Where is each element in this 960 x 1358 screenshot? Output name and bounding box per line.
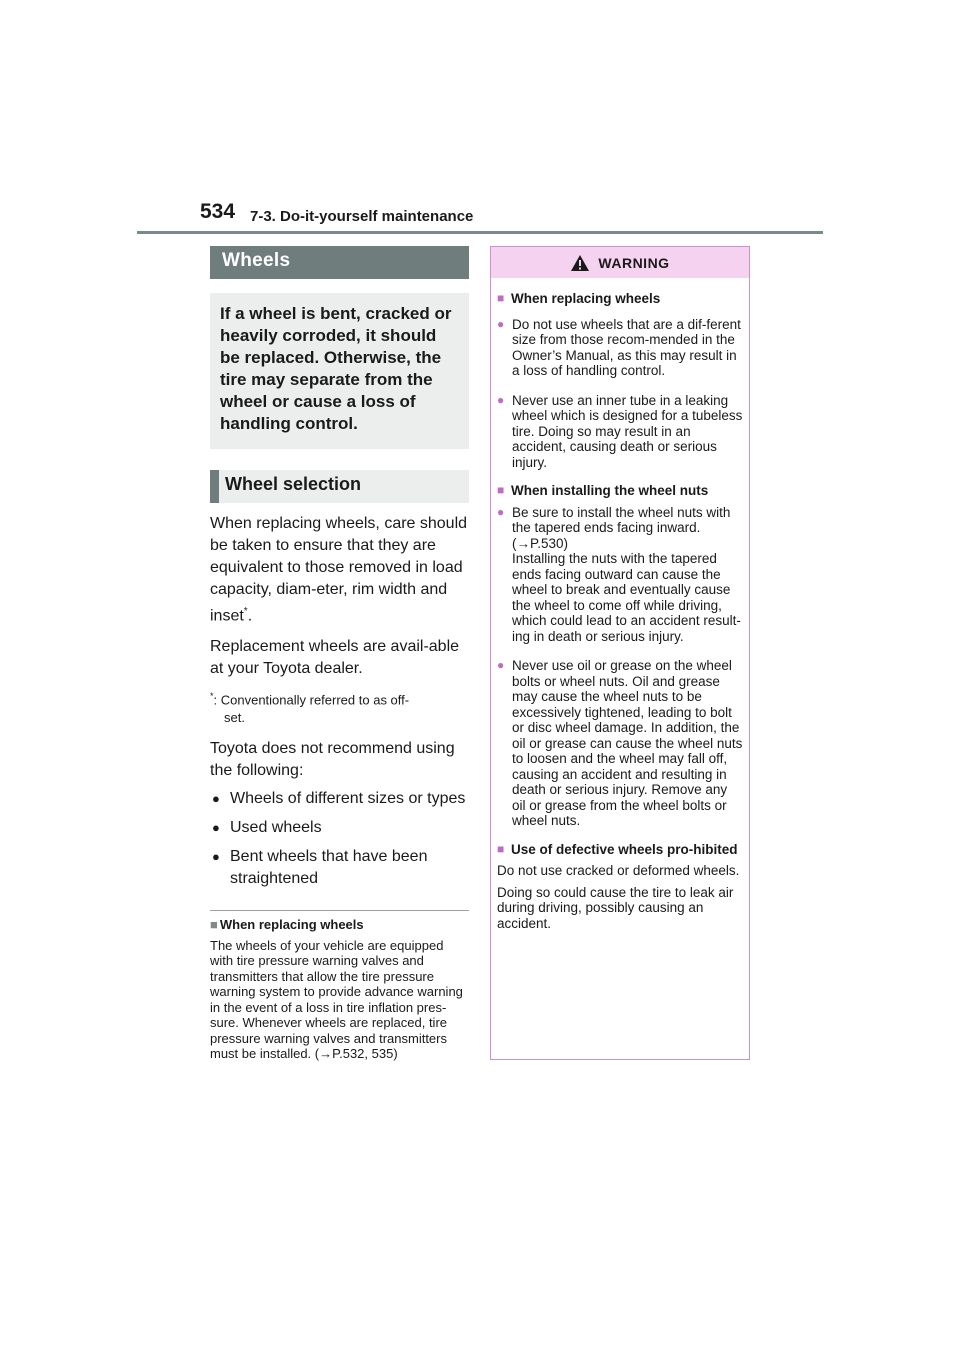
recommend-paragraph: Toyota does not recommend using the following: [210, 739, 455, 779]
warning-item [497, 393, 743, 471]
footnote [210, 688, 469, 725]
selection-paragraph-end: . [247, 607, 253, 625]
bullet-icon: ● [212, 848, 220, 864]
warning-header [491, 247, 749, 278]
footnote-mark: * [210, 691, 214, 702]
warning-item-content [512, 505, 743, 645]
dealer-paragraph: Replacement wheels are avail-able at your Toyota dealer. [210, 638, 460, 678]
list-item-text: Used wheels [230, 818, 322, 836]
warning-heading-text: When installing the wheel nuts [511, 483, 709, 498]
warning-heading [497, 483, 743, 499]
bullet-icon: ● [497, 316, 505, 331]
intro-box: If a wheel is bent, cracked or heavily corroded, it should be replaced. Otherwise, the tire may separate from the wheel or cause a loss of handling control. [210, 293, 469, 449]
warning-heading [497, 842, 743, 858]
bullet-icon: ● [497, 392, 505, 407]
warning-item-text: Never use an inner tube in a leaking wheel which is designed for a tubeless tire. Doing so may result in an accident, causing death or serious injury. [512, 392, 743, 470]
selection-paragraph [210, 513, 469, 627]
warning-paragraph: Doing so could cause the tire to leak air during driving, possibly causing an accident. [497, 884, 734, 931]
not-recommended-list [210, 788, 469, 890]
warning-box [490, 246, 750, 1060]
square-icon: ■ [497, 841, 505, 856]
warning-item-text: Do not use wheels that are a dif-ferent size from those recom-mended in the Owner’s Manual, as this may result in a loss of handling control. [512, 316, 741, 378]
warning-triangle-icon [570, 254, 590, 272]
selection-paragraph-text: When replacing wheels, care should be taken to ensure that they are equivalent to those removed in load capacity, diam-eter, rim width and inset [210, 515, 468, 625]
warning-paragraph: Do not use cracked or deformed wheels. [497, 863, 740, 878]
wheels-title: Wheels [210, 246, 469, 279]
list-item-text: Bent wheels that have been straightened [230, 847, 428, 887]
bullet-icon: ● [497, 658, 505, 672]
warning-item [497, 317, 743, 379]
bullet-icon: ● [212, 790, 220, 806]
list-item-text: Wheels of different sizes or types [230, 789, 466, 807]
section-title: 7-3. Do-it-yourself maintenance [250, 208, 474, 225]
bullet-icon: ● [212, 819, 220, 835]
footnote-line-2: set. [224, 709, 245, 725]
list-item [210, 846, 469, 890]
note-text: The wheels of your vehicle are equipped with tire pressure warning valves and transmitters that allow the tire pressure warning system to provide advance warning in the event of a loss in tire inflation pres-sure. Whenever wheels are replaced, tire pressure warning valves and transmitters must be installed. (→P.532, 535) [210, 937, 463, 1062]
footnote-ref: * [243, 606, 248, 617]
warning-item-text: Installing the nuts with the tapered ends facing outward can cause the wheel to break and eventually cause the wheel to come off while driving, which could lead to an accident result-ing in death or serious injury. [512, 551, 741, 644]
warning-item [497, 658, 743, 829]
wheel-selection-title: Wheel selection [210, 470, 469, 503]
header-rule [137, 231, 823, 234]
square-icon: ■ [210, 916, 218, 932]
warning-heading-text: Use of defective wheels pro-hibited [511, 841, 738, 857]
left-column [210, 246, 469, 1062]
warning-body [491, 278, 749, 931]
bullet-icon: ● [497, 504, 505, 519]
note-heading-text: When replacing wheels [219, 916, 364, 932]
warning-title: WARNING [598, 254, 670, 271]
square-icon: ■ [497, 483, 505, 497]
note-heading [210, 917, 469, 932]
warning-item [497, 505, 743, 645]
page-number: 534 [200, 200, 236, 223]
page-header [0, 0, 960, 240]
list-item [210, 817, 469, 839]
footnote-line-1: : Conventionally referred to as off- [213, 692, 410, 708]
warning-item-text: Never use oil or grease on the wheel bolts or wheel nuts. Oil and grease may cause the wheel nuts to be excessively tightened, leading to bolt or disc wheel damage. In addition, the oil or grease can cause the wheel nuts to loosen and the wheel may fall off, causing an accident and resulting in death or serious injury. Remove any oil or grease from the wheel bolts or wheel nuts. [512, 658, 743, 828]
warning-heading-text: When replacing wheels [511, 291, 661, 306]
note-divider [210, 910, 469, 911]
warning-heading [497, 291, 743, 307]
square-icon: ■ [497, 291, 505, 305]
list-item [210, 788, 469, 810]
warning-item-text: Be sure to install the wheel nuts with the tapered ends facing inward. (→P.530) [512, 504, 731, 551]
